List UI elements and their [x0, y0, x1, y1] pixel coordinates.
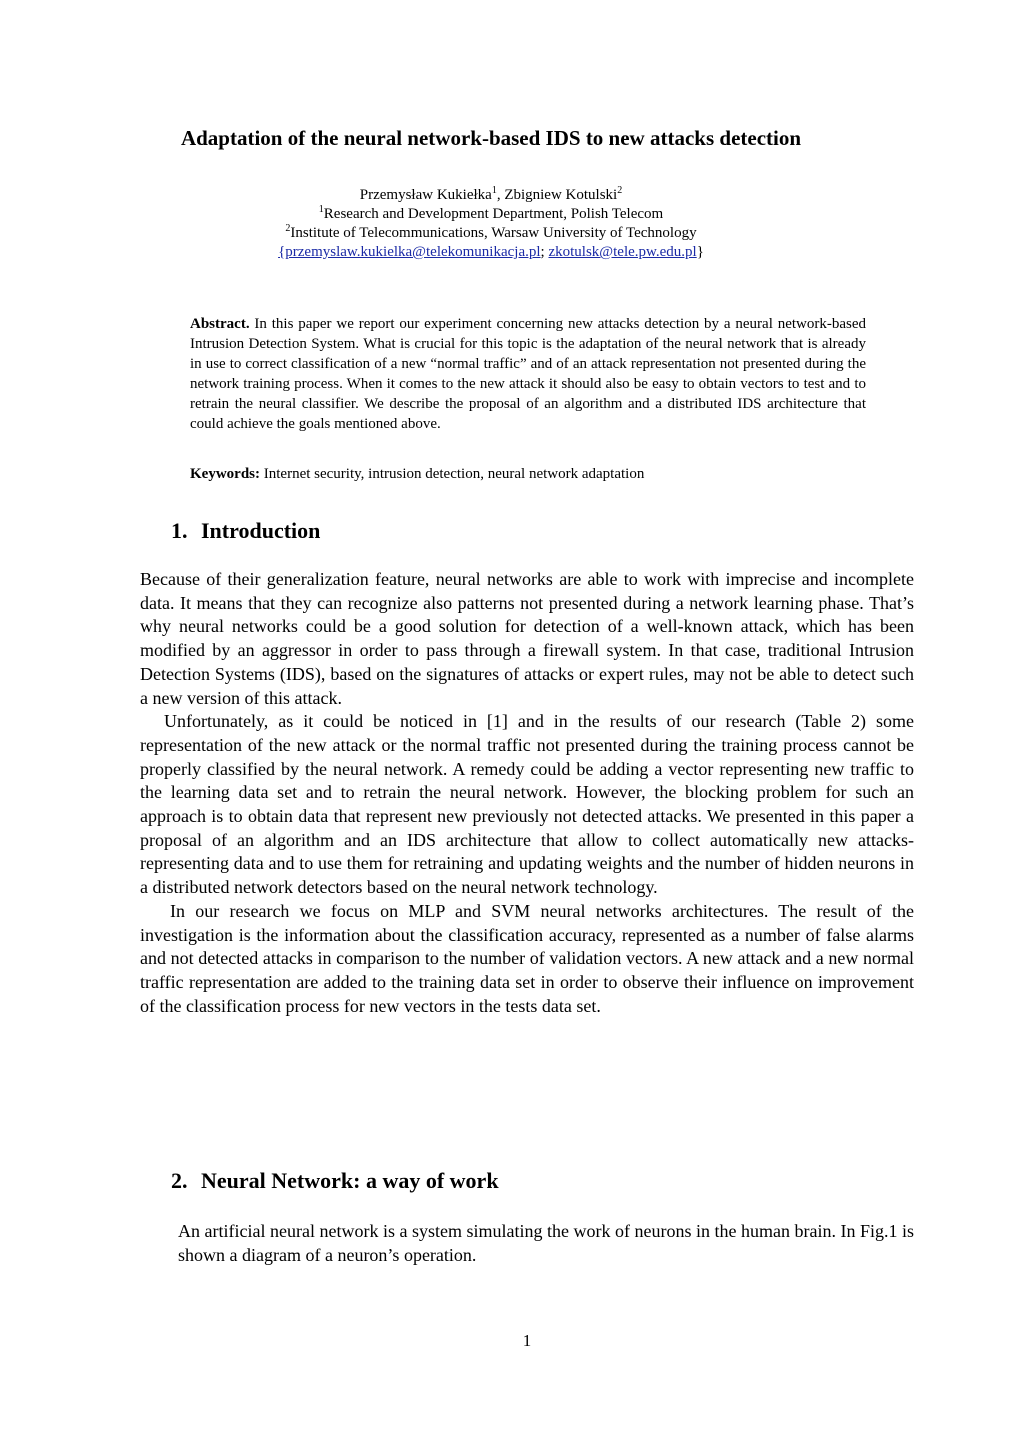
- paper-title: Adaptation of the neural network-based IDS to new attacks detection: [180, 126, 802, 150]
- affiliation-marker: 1: [491, 185, 497, 196]
- section-heading-neural-network: [171, 1167, 499, 1195]
- affiliation-text: Institute of Telecommunications, Warsaw University of Technology: [290, 225, 697, 241]
- paragraph: Unfortunately, as it could be noticed in [1] and in the results of our research (Table 2) some representation of the new attack or the normal traffic not presented during the training process cannot be properly classified by the neural network. A remedy could be adding a vector representing new traffic to the learning data set and to retrain the neural network. However, the blocking problem for such an approach is to obtain data that represent new previously not detected attacks. We presented in this paper a proposal of an algorithm and an IDS architecture that allow to collect automatically new attacks-representing data and to use them for retraining and updating weights and the number of hidden neurons in a distributed network detectors based on the neural network technology.: [140, 711, 914, 898]
- abstract-label: Abstract.: [190, 316, 250, 332]
- affiliation-line: [0, 205, 982, 224]
- abstract: [190, 315, 866, 434]
- section-heading-introduction: [171, 517, 320, 545]
- affiliation-line: [0, 224, 982, 243]
- affiliation-marker: 2: [617, 185, 623, 196]
- affiliation-text: Research and Development Department, Polish Telecom: [323, 206, 664, 222]
- paragraph: Because of their generalization feature, neural networks are able to work with imprecise and incomplete data. It means that they can recognize also patterns not presented during a network learning phase. That’s why neural networks could be a good solution for detection of a well-known attack, which has been modified by an aggressor in order to pass through a firewall system. In that case, traditional Intrusion Detection Systems (IDS), based on the signatures of attacks or expert rules, may not be able to detect such a new version of this attack.: [140, 569, 914, 708]
- email-link[interactable]: przemyslaw.kukielka@telekomunikacja.pl: [285, 244, 541, 260]
- author-block: [0, 186, 982, 262]
- author-name: Przemysław Kukiełka: [359, 187, 492, 203]
- affiliation-marker: 1: [318, 204, 324, 215]
- section-body-introduction: [140, 568, 914, 1018]
- section-number: 2.: [171, 1168, 188, 1193]
- affiliation-marker: 2: [285, 223, 291, 234]
- abstract-text: In this paper we report our experiment concerning new attacks detection by a neural network-based Intrusion Detection System. What is crucial for this topic is the adaptation of the neural network that is already in use to correct classification of a new “normal traffic” and of an attack representation not presented during the network training process. When it comes to the new attack it should also be easy to obtain vectors to test and to retrain the neural classifier. We describe the proposal of an algorithm and a distributed IDS architecture that could achieve the goals mentioned above.: [190, 316, 866, 432]
- paragraph: In our research we focus on MLP and SVM neural networks architectures. The result of the investigation is the information about the classification accuracy, represented as a number of false alarms and not detected attacks in comparison to the number of validation vectors. A new attack and a new normal traffic representation are added to the training data set in order to observe their influence on improvement of the classification process for new vectors in the tests data set.: [140, 900, 914, 1016]
- section-number: 1.: [171, 518, 188, 543]
- brace-open: {: [278, 244, 286, 260]
- author-line: [0, 186, 982, 205]
- paragraph: An artificial neural network is a system simulating the work of neurons in the human brain. In Fig.1 is shown a diagram of a neuron’s operation.: [178, 1221, 914, 1265]
- page-number: 1: [522, 1331, 532, 1350]
- keywords-text: Internet security, intrusion detection, neural network adaptation: [260, 466, 645, 482]
- email-link[interactable]: zkotulsk@tele.pw.edu.pl: [548, 244, 697, 260]
- section-title: Neural Network: a way of work: [201, 1168, 499, 1193]
- section-body-neural-network: [178, 1219, 914, 1267]
- email-separator: ;: [540, 244, 549, 260]
- keywords: [190, 464, 866, 484]
- brace-close: }: [696, 244, 704, 260]
- keywords-label: Keywords:: [190, 466, 260, 482]
- author-name: Zbigniew Kotulski: [504, 187, 618, 203]
- author-separator: ,: [496, 187, 505, 203]
- email-line: [0, 243, 982, 262]
- section-title: Introduction: [201, 518, 321, 543]
